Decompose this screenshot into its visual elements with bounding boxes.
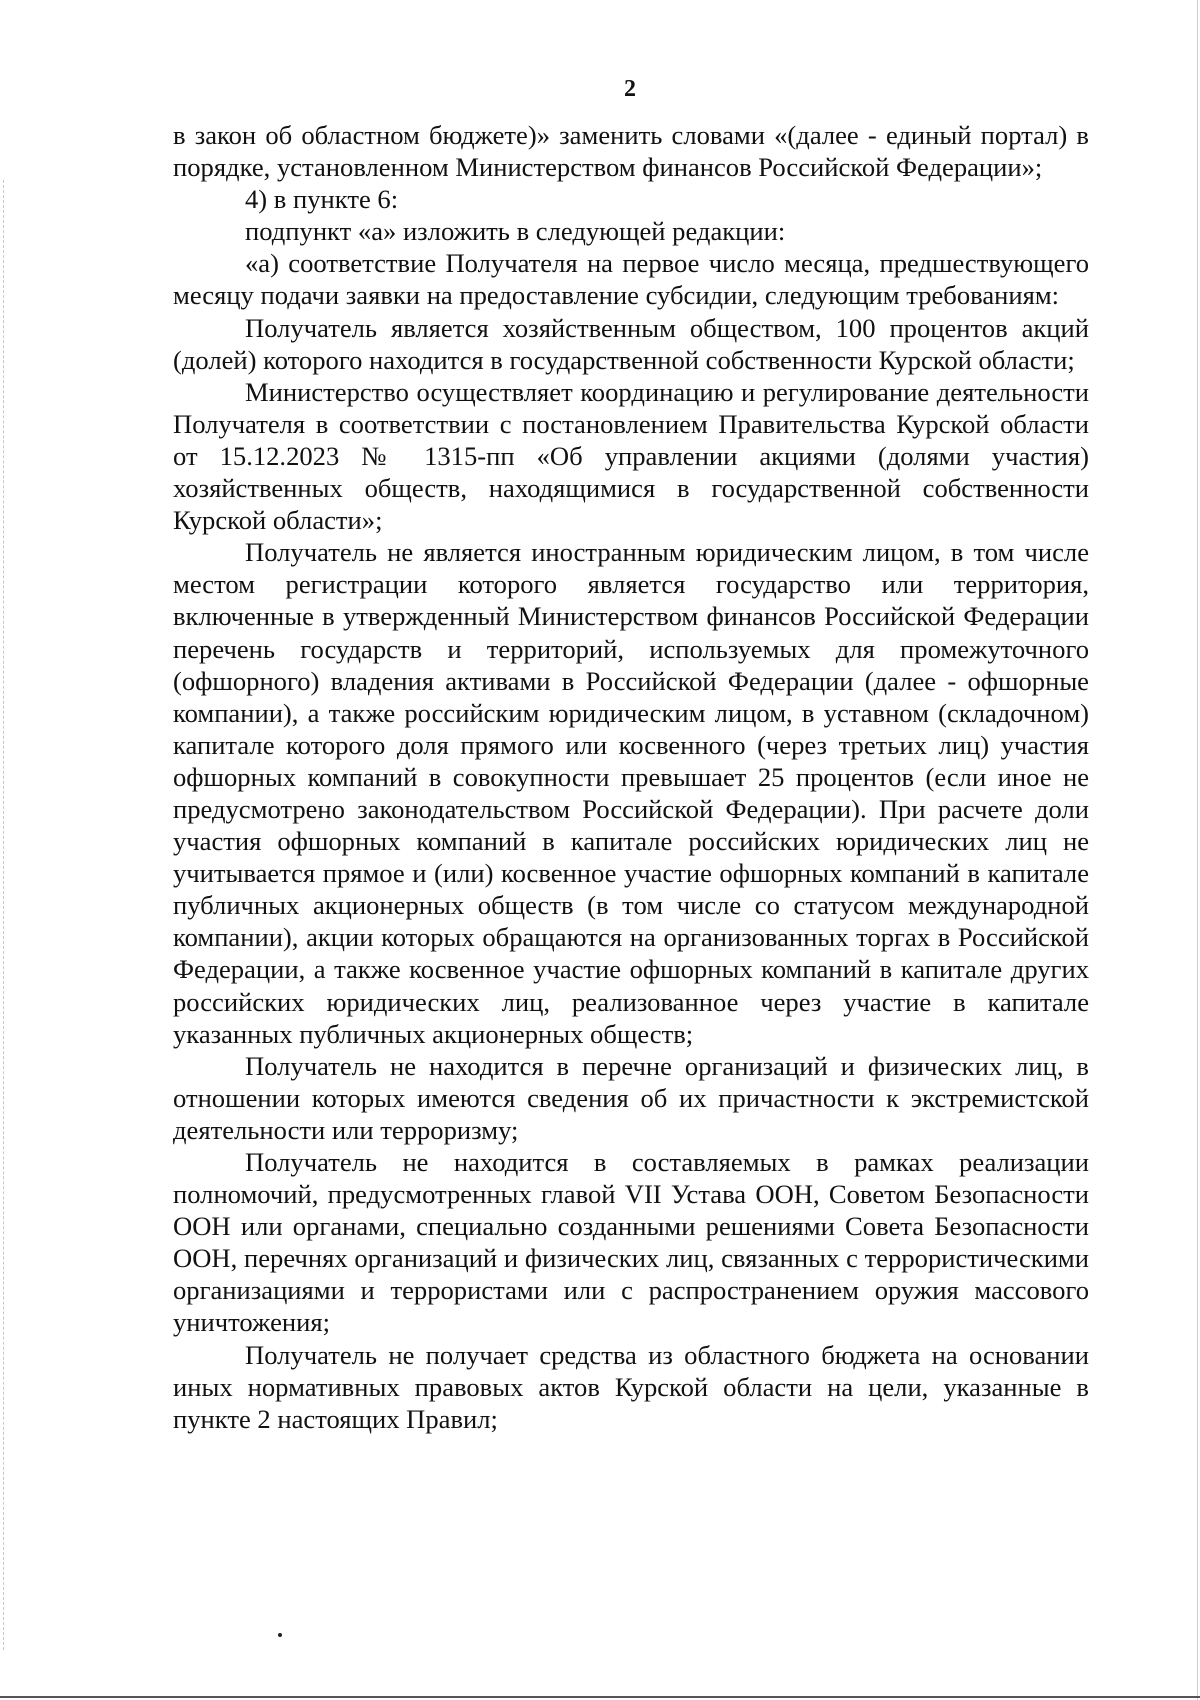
paragraph-subitem-intro: подпункт «а» изложить в следующей редакции: [245, 216, 786, 247]
paragraph-requirement-2: Министерство осуществляет координацию и регулирование деятельности Получателя в соответствии с постановлением Правительства Курской области от 15.12.2023 № 1315-пп «Об управлении акциями (долями участия) хозяйственных обществ, находящимися в государственной собственности Курской области»; [173, 376, 1089, 536]
paragraph-requirement-1: Получатель является хозяйственным обществом, 100 процентов акций (долей) которого находится в государственной собственности Курской области; [173, 312, 1089, 375]
paragraph-subitem-a: «а) соответствие Получателя на первое число месяца, предшествующего месяцу подачи заявки на предоставление субсидии, следующим требованиям: [173, 248, 1089, 311]
document-body [173, 119, 1089, 1435]
paragraph-requirement-3: Получатель не является иностранным юридическим лицом, в том числе местом регистрации которого является государство или территория, включенные в утвержденный Министерством финансов Российской Федерации перечень государств и территорий, используемых для промежуточного (офшорного) владения активами в Российской Федерации (далее - офшорные компании), а также российским юридическим лицом, в уставном (складочном) капитале которого доля прямого или косвенного (через третьих лиц) участия офшорных компаний в совокупности превышает 25 процентов (если иное не предусмотрено законодательством Российской Федерации). При расчете доли участия офшорных компаний в капитале российских юридических лиц не учитывается прямое и (или) косвенное участие офшорных компаний в капитале публичных акционерных обществ (в том числе со статусом международной компании), акции которых обращаются на организованных торгах в Российской Федерации, а также косвенное участие офшорных компаний в капитале других российских юридических лиц, реализованное через участие в капитале указанных публичных акционерных обществ; [173, 537, 1089, 1049]
paragraph-continuation: в закон об областном бюджете)» заменить словами «(далее - единый портал) в порядке, установленном Министерством финансов Российской Федерации»; [173, 120, 1089, 183]
scan-right-edge [1197, 0, 1198, 1700]
scan-left-edge [3, 180, 4, 1650]
paragraph-requirement-6: Получатель не получает средства из областного бюджета на основании иных нормативных правовых актов Курской области на цели, указанные в пункте 2 настоящих Правил; [173, 1339, 1089, 1434]
scan-bottom-edge [0, 1696, 1200, 1698]
scan-speck [278, 1633, 282, 1637]
page-number: 2 [624, 76, 636, 102]
paragraph-requirement-4: Получатель не находится в перечне организаций и физических лиц, в отношении которых имеются сведения об их причастности к экстремистской деятельности или терроризму; [173, 1050, 1089, 1145]
paragraph-requirement-5: Получатель не находится в составляемых в рамках реализации полномочий, предусмотренных главой VII Устава ООН, Советом Безопасности ООН или органами, специально созданными решениями Совета Безопасности ООН, перечнях организаций и физических лиц, связанных с террористическими организациями и террористами или с распространением оружия массового уничтожения; [173, 1147, 1089, 1338]
paragraph-item-4: 4) в пункте 6: [245, 184, 399, 215]
